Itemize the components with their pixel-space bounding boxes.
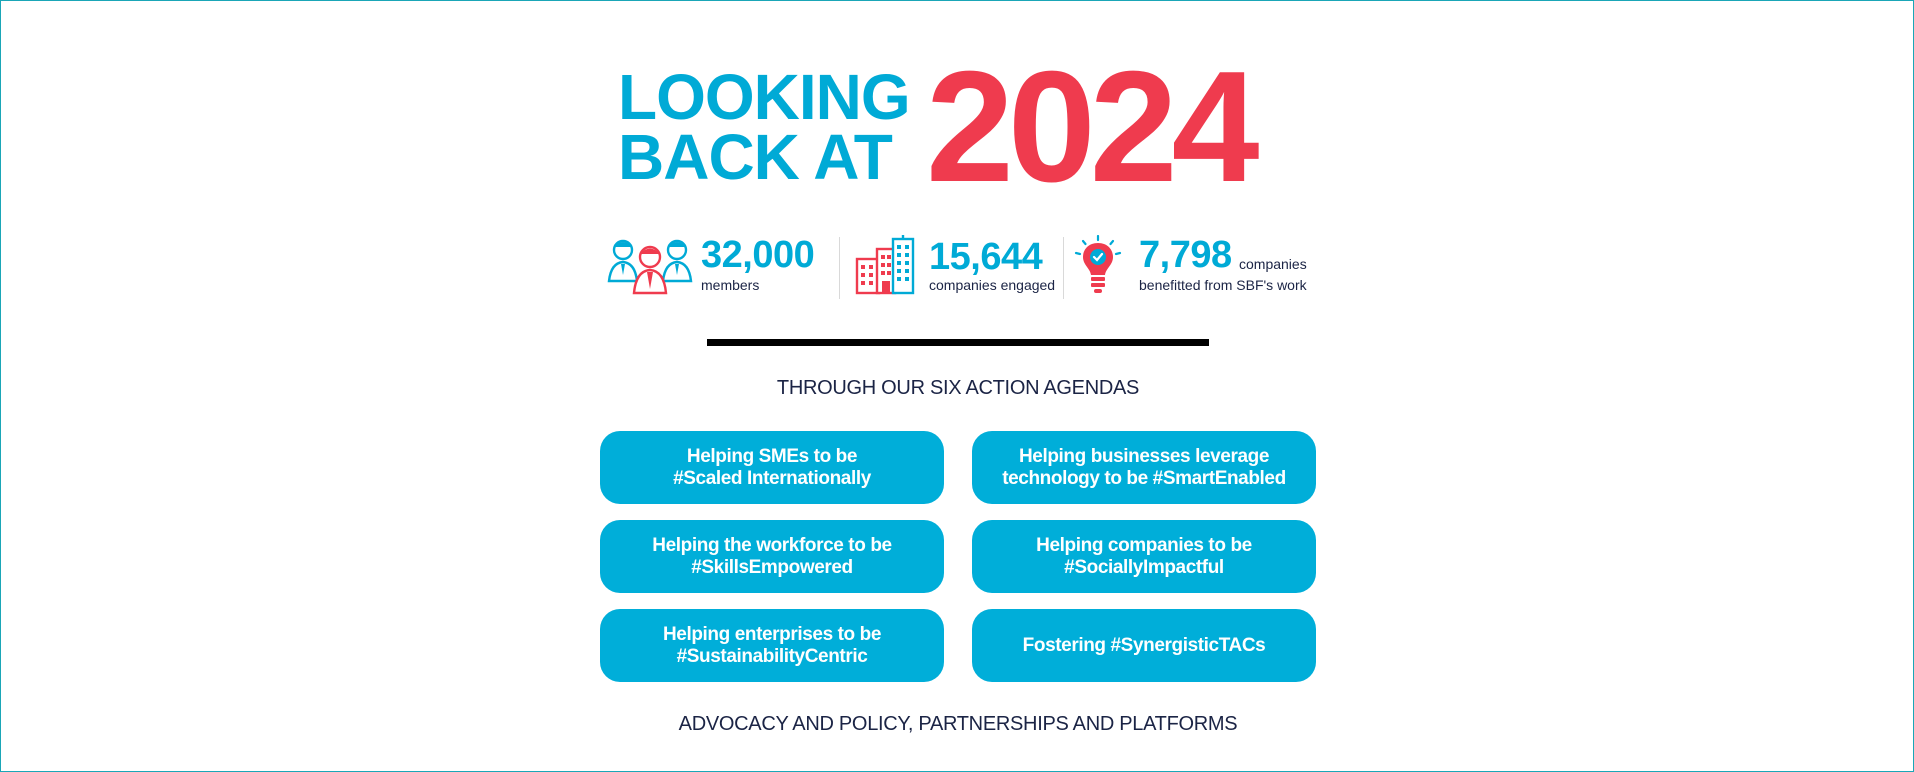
stat-members <box>607 233 837 301</box>
stat-companies-engaged <box>849 233 1061 301</box>
section-rule <box>707 339 1209 346</box>
headline-line-2: BACK AT <box>618 121 892 193</box>
stat-members-label: members <box>701 277 760 293</box>
stat-companies-engaged-label: companies engaged <box>929 277 1056 293</box>
headline <box>618 39 1298 215</box>
footer-text: ADVOCACY AND POLICY, PARTNERSHIPS AND PLATFORMS <box>678 713 1238 735</box>
buildings-icon <box>855 235 917 300</box>
lightbulb-icon <box>1073 235 1123 300</box>
agenda-sustainability-centric: Helping enterprises to be #SustainabilityCentric <box>600 609 944 682</box>
agenda-socially-impactful: Helping companies to be #SociallyImpactful <box>972 520 1316 593</box>
stat-companies-benefitted-inline-label: companies <box>1239 256 1307 272</box>
section-subheading: THROUGH OUR SIX ACTION AGENDAS <box>776 377 1140 399</box>
agenda-skills-empowered: Helping the workforce to be #SkillsEmpowered <box>600 520 944 593</box>
agenda-smart-enabled: Helping businesses leverage technology to be #SmartEnabled <box>972 431 1316 504</box>
people-icon <box>607 235 693 300</box>
stats-row <box>607 233 1307 301</box>
stat-members-value: 32,000 <box>701 234 815 276</box>
stat-companies-benefitted-value: 7,798 <box>1139 234 1232 276</box>
headline-line-1: LOOKING <box>618 61 910 133</box>
stat-companies-benefitted <box>1073 233 1313 301</box>
stat-divider <box>839 237 840 299</box>
agenda-synergistic-tacs: Fostering #SynergisticTACs <box>972 609 1316 682</box>
headline-year: 2024 <box>926 39 1254 215</box>
stat-divider <box>1063 237 1064 299</box>
stat-companies-engaged-value: 15,644 <box>929 236 1043 278</box>
stat-companies-benefitted-label: benefitted from SBF's work <box>1139 277 1307 293</box>
headline-text <box>618 61 910 193</box>
agenda-scaled-internationally: Helping SMEs to be #Scaled Internationally <box>600 431 944 504</box>
